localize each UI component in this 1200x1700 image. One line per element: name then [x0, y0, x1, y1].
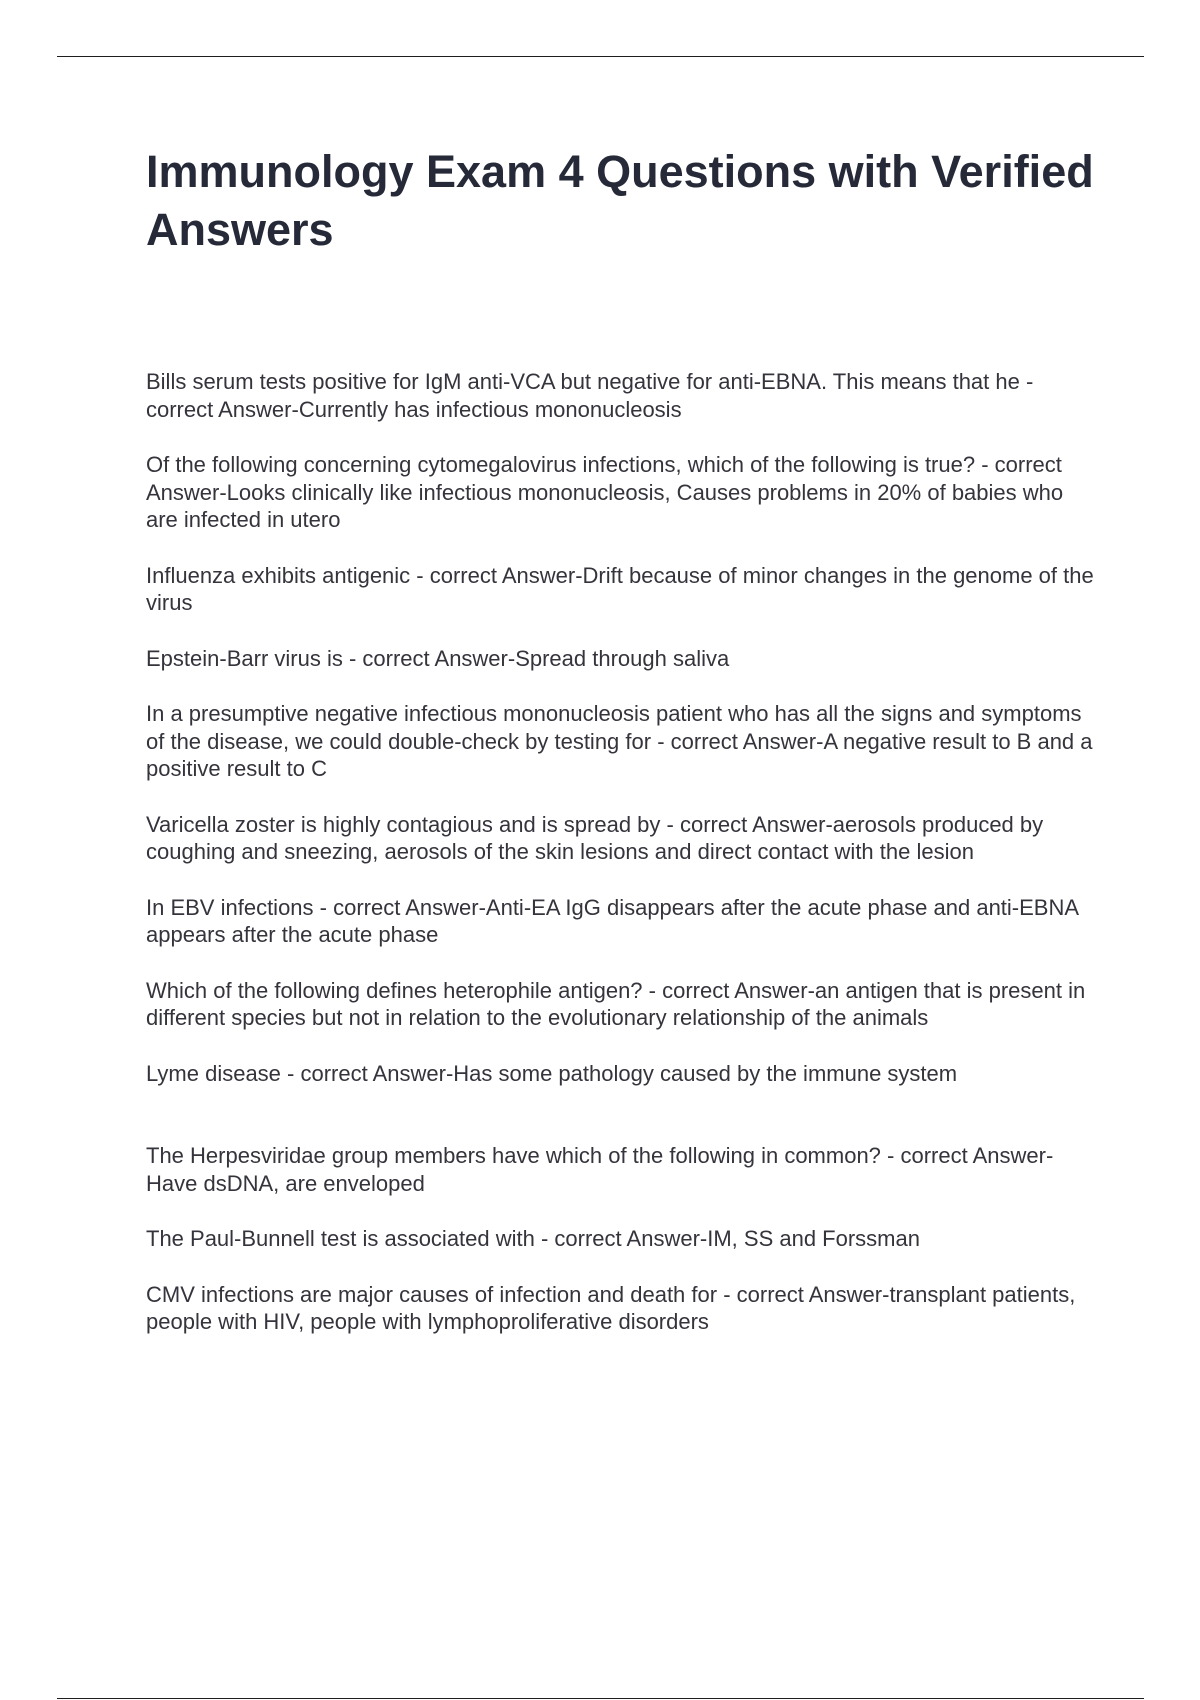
qa-item: Bills serum tests positive for IgM anti-VCA but negative for anti-EBNA. This means that he - correct Answer-Currently has infectious mononucleosis [146, 369, 1034, 422]
document-title: Immunology Exam 4 Questions with Verified Answers [146, 146, 1094, 255]
qa-item: In EBV infections - correct Answer-Anti-EA IgG disappears after the acute phase and anti-EBNA appears after the acute phase [146, 894, 1078, 947]
qa-item: The Herpesviridae group members have which of the following in common? - correct Answer-Have dsDNA, are enveloped [146, 1143, 1054, 1196]
bottom-rule [57, 1698, 1144, 1699]
qa-item: In a presumptive negative infectious mononucleosis patient who has all the signs and symptoms of the disease, we could double-check by testing for - correct Answer-A negative result to B and a positive result to C [146, 701, 1093, 781]
qa-item: Of the following concerning cytomegalovirus infections, which of the following is true? - correct Answer-Looks clinically like infectious mononucleosis, Causes problems in 20% of babies who are infected in utero [146, 452, 1064, 532]
qa-item: CMV infections are major causes of infection and death for - correct Answer-transplant patients, people with HIV, people with lymphoproliferative disorders [146, 1281, 1076, 1334]
qa-item: Varicella zoster is highly contagious and is spread by - correct Answer-aerosols produced by coughing and sneezing, aerosols of the skin lesions and direct contact with the lesion [146, 811, 1044, 864]
qa-item: The Paul-Bunnell test is associated with - correct Answer-IM, SS and Forssman [146, 1226, 920, 1251]
qa-item: Lyme disease - correct Answer-Has some pathology caused by the immune system [146, 1060, 958, 1086]
qa-item: Influenza exhibits antigenic - correct Answer-Drift because of minor changes in the genome of the virus [146, 562, 1094, 615]
top-rule [57, 56, 1144, 57]
qa-item: Epstein-Barr virus is - correct Answer-Spread through saliva [146, 645, 730, 671]
qa-item: Which of the following defines heterophile antigen? - correct Answer-an antigen that is present in different species but not in relation to the evolutionary relationship of the animals [146, 977, 1086, 1030]
qa-list [146, 368, 1096, 1364]
